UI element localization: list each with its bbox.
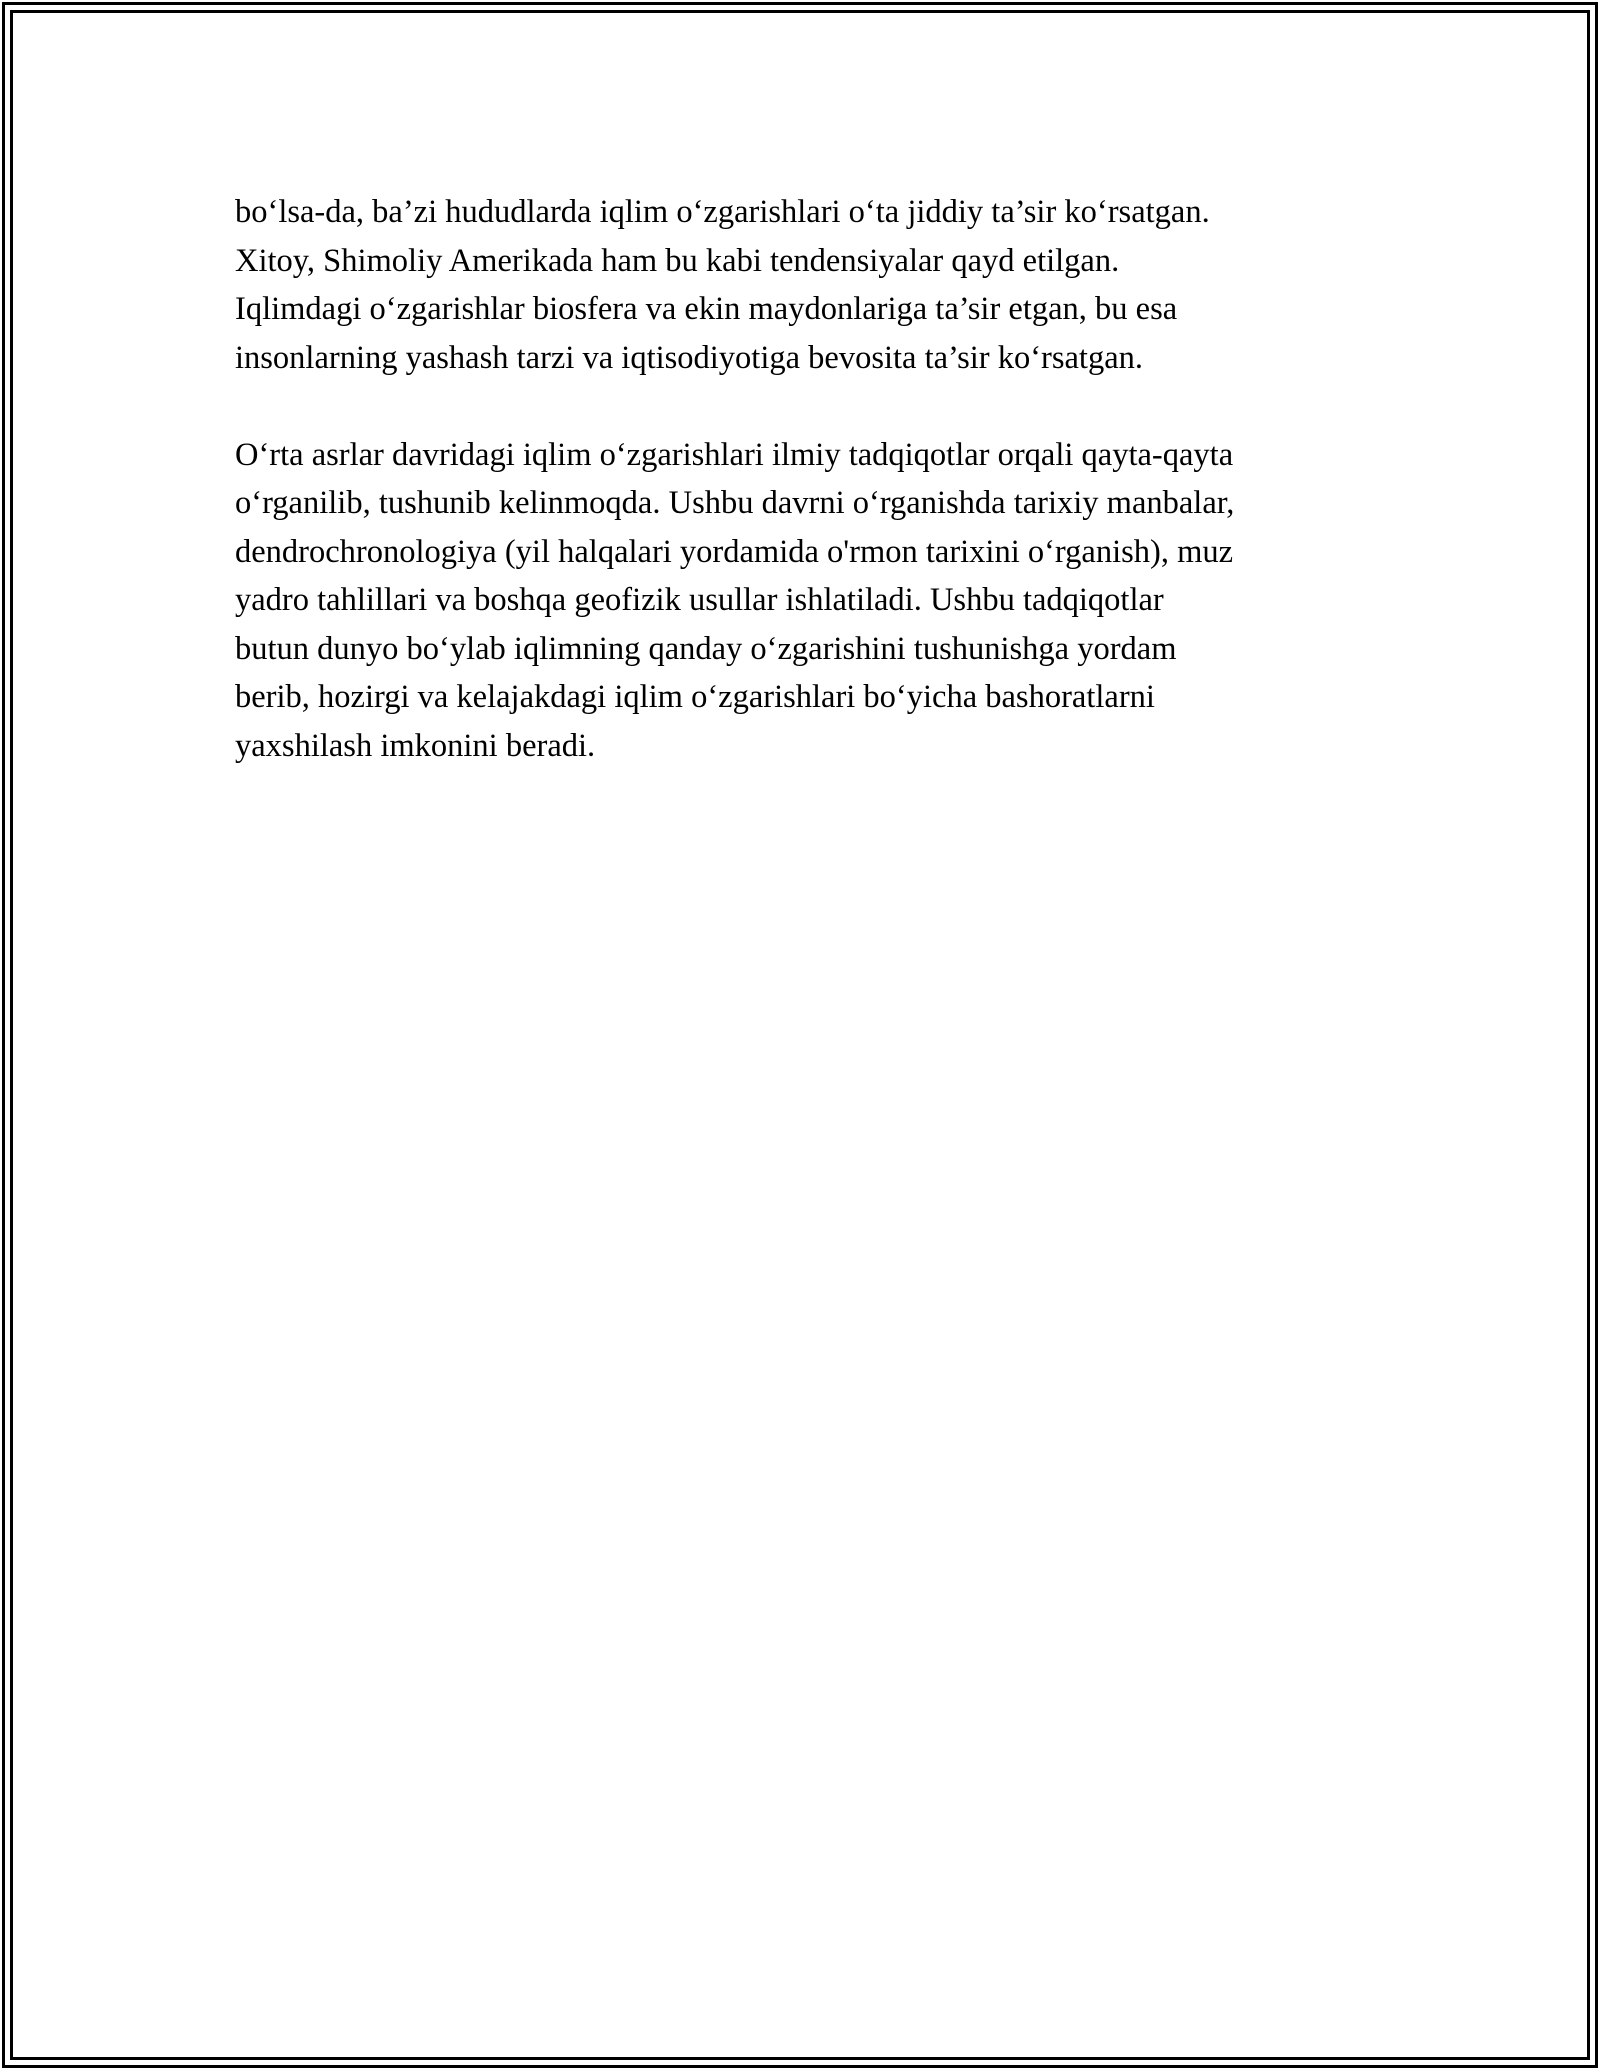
text-line: butun dunyo bo‘ylab iqlimning qanday o‘zgarishini tushunishga yordam [235, 630, 1177, 667]
text-line: Xitoy, Shimoliy Amerikada ham bu kabi tendensiyalar qayd etilgan. [235, 242, 1120, 279]
text-line: yadro tahlillari va boshqa geofizik usullar ishlatiladi. Ushbu tadqiqotlar [235, 582, 1164, 618]
text-line: berib, hozirgi va kelajakdagi iqlim o‘zgarishlari bo‘yicha bashoratlarni [235, 679, 1155, 715]
text-line: O‘rta asrlar davridagi iqlim o‘zgarishlari ilmiy tadqiqotlar orqali qayta-qayta [235, 436, 1234, 473]
text-line: insonlarning yashash tarzi va iqtisodiyotiga bevosita ta’sir ko‘rsatgan. [235, 339, 1144, 376]
text-line: dendrochronologiya (yil halqalari yordamida o'rmon tarixini o‘rganish), muz [235, 533, 1234, 570]
text-line: yaxshilash imkonini beradi. [235, 727, 596, 764]
paragraph-1 [235, 188, 1415, 382]
paragraph-2 [235, 431, 1415, 771]
text-line: o‘rganilib, tushunib kelinmoqda. Ushbu davrni o‘rganishda tarixiy manbalar, [235, 485, 1235, 521]
text-line: bo‘lsa-da, ba’zi hududlarda iqlim o‘zgarishlari o‘ta jiddiy ta’sir ko‘rsatgan. [235, 194, 1210, 230]
document-body [235, 188, 1415, 819]
text-line: Iqlimdagi o‘zgarishlar biosfera va ekin maydonlariga ta’sir etgan, bu esa [235, 291, 1178, 327]
